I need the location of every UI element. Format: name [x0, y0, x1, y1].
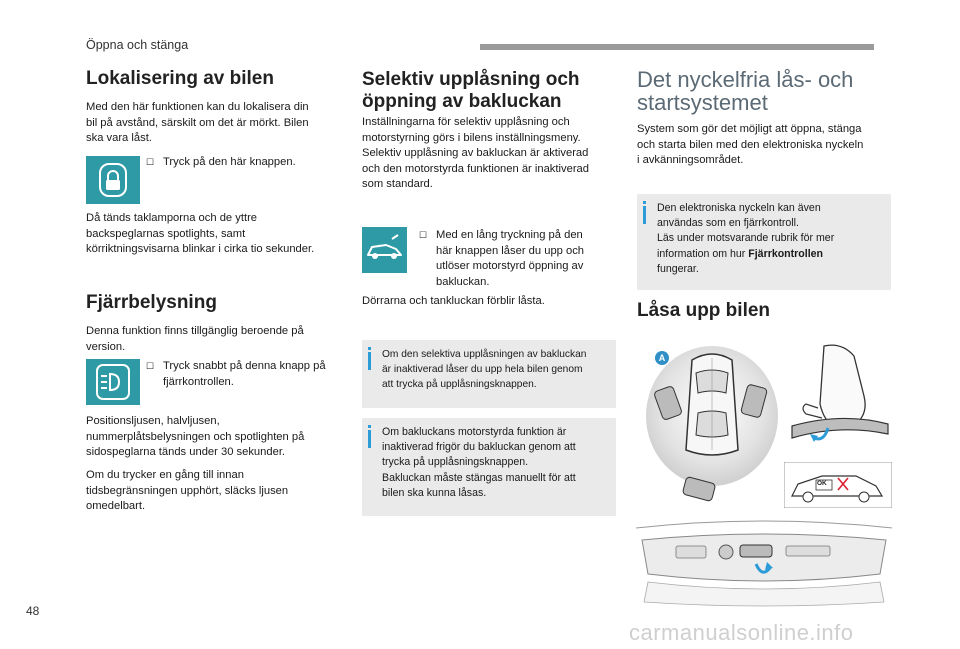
car-ok-illustration: [784, 462, 892, 508]
chapter-title: Öppna och stänga: [86, 38, 189, 52]
info-icon: [368, 347, 371, 350]
info-box-keyless: Den elektroniska nyckeln kan även användas som en fjärrkontroll. Läs under motsvarande rubrik för mer information om hur Fjärrkontrollen fungerar.: [637, 194, 891, 290]
lighting-intro: Denna funktion finns tillgänglig beroende på version.: [86, 325, 304, 353]
lighting-title: Fjärrbelysning: [86, 292, 217, 313]
checkbox-marker-icon: ☐: [419, 230, 428, 240]
doors-stay-locked: Dörrarna och tankluckan förblir låsta.: [362, 295, 545, 307]
keyless-title: Det nyckelfria lås- och startsystemet: [637, 67, 854, 115]
info-box-selective: Om den selektiva upplåsningen av bakluckan är inaktiverad låser du upp hela bilen genom att trycka på upplåsningsknappen.: [362, 340, 616, 408]
watermark: carmanualsonline.info: [629, 620, 854, 645]
tailgate-handle-illustration: [636, 518, 892, 608]
locate-result: Då tänds taklamporna och de yttre backspeglarnas spotlights, samt körriktningsvisarna blinkar i cirka tio sekunder.: [86, 212, 315, 255]
hand-door-handle-illustration: [784, 338, 892, 458]
page-number: 48: [26, 604, 40, 618]
label-badge-a: A: [655, 351, 669, 365]
unlock-title: Låsa upp bilen: [637, 300, 771, 321]
keyless-intro: System som gör det möjligt att öppna, stänga och starta bilen med den elektroniska nyckeln i avkänningsområdet.: [637, 123, 864, 166]
tailgate-button-icon: [362, 227, 407, 273]
lock-button-icon: [86, 156, 140, 204]
selective-title: Selektiv upplåsning och öppning av bakluckan: [362, 69, 580, 112]
ok-label: OK: [817, 480, 827, 487]
lighting-instruction: ☐ Tryck snabbt på denna knapp på fjärrkontrollen.: [146, 360, 326, 388]
info-icon: [368, 425, 371, 428]
locate-instruction: ☐ Tryck på den här knappen.: [146, 155, 356, 171]
lighting-result: Positionsljusen, halvljusen, nummerplåtsbelysningen och spotlighten på sidospeglarna tänds under 30 sekunder.: [86, 415, 305, 458]
lighting-off: Om du trycker en gång till innan tidsbegränsningen upphört, släcks ljusen omedelbart.: [86, 469, 289, 512]
info-box-tailgate: Om bakluckans motorstyrda funktion är inaktiverad frigör du bakluckan genom att trycka på upplåsningsknappen. Bakluckan måste stängas manuellt för att bilen ska kunna låsas.: [362, 418, 616, 516]
tailgate-instruction: ☐ Med en lång tryckning på den här knappen låser du upp och utlöser motorstyrd öppning av bakluckan.: [419, 229, 585, 288]
locate-intro: Med den här funktionen kan du lokalisera din bil på avstånd, särskilt om det är mörkt. Bilen ska vara låst.: [86, 101, 309, 144]
info-icon: [643, 201, 646, 204]
locate-title: Lokalisering av bilen: [86, 68, 274, 89]
checkbox-marker-icon: ☐: [146, 157, 155, 167]
selective-intro: Inställningarna för selektiv upplåsning och motorstyrning görs i bilens inställningsmeny. Selektiv upplåsning av bakluckan är aktiverad och den motorstyrda funktionen är inaktiverad som standard.: [362, 116, 589, 190]
checkbox-marker-icon: ☐: [146, 361, 155, 371]
header-rule: [480, 44, 874, 50]
lighting-button-icon: [86, 359, 140, 405]
